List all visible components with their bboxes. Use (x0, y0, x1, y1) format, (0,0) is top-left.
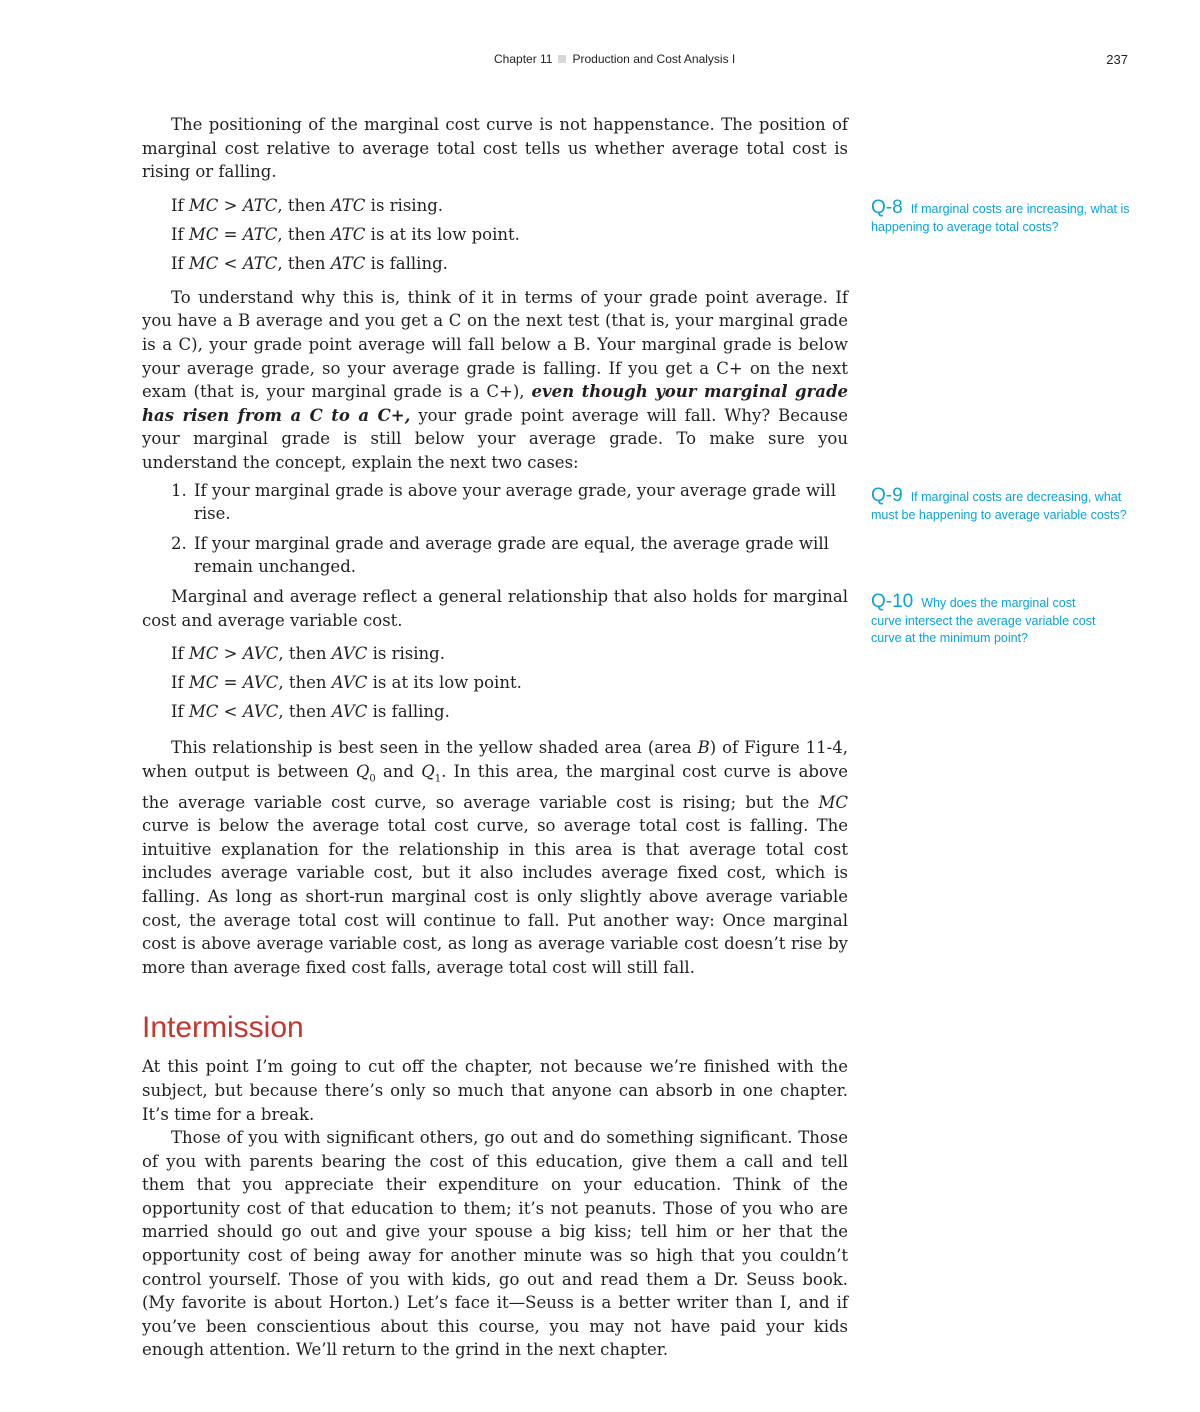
atc-rule-falling: If MC < ATC, then ATC is falling. (171, 253, 448, 273)
separator-square (558, 55, 566, 63)
paragraph-figure-explanation: This relationship is best seen in the yellow shaded area (area B) of Figure 11-4, when output is between $Q_0$ and $Q_1$. In this area, the marginal cost curve is above the average variable cost curve, so average variable cost is rising; but the MC curve is below the average total cost curve, so average total cost is falling. The intuitive explanation for the relationship in this area is that average total cost includes average variable cost, but it also includes average fixed cost, which is falling. As long as short-run marginal cost is only slightly above average variable cost, the average total cost will continue to fall. Put another way: Once marginal cost is above average variable cost, as long as average variable cost doesn’t rise by more than average fixed cost falls, average total cost will still fall. (142, 738, 848, 977)
emphasis-text: even though your marginal grade has risen from a C to a C+, (142, 382, 848, 425)
cases-list (142, 479, 848, 579)
running-head (494, 52, 1134, 66)
chapter-title: Production and Cost Analysis I (572, 52, 736, 66)
avc-rules (142, 639, 848, 726)
main-text-column (142, 113, 848, 1362)
margin-question-q10 (871, 593, 1101, 648)
paragraph-grade-analogy: To understand why this is, think of it in terms of your grade point average. If you have a B average and you get a C on the next test (that is, your marginal grade is a C), your grade point average will fall below a B. Your marginal grade is below your average grade, so your average grade is falling. If you get a C+ on the next exam (that is, your marginal grade is a C+), even though your marginal grade has risen from a C to a C+, your grade point average will fall. Why? Because your marginal grade is still below your average grade. To make sure you understand the concept, explain the next two cases: (142, 287, 848, 472)
question-text: If marginal costs are decreasing, what must be happening to average variable costs? (871, 490, 1127, 522)
section-heading: Intermission (142, 1011, 304, 1045)
chapter-label: Chapter 11 (494, 52, 553, 66)
page-number: 237 (1106, 52, 1128, 67)
paragraph-general-relationship: Marginal and average reflect a general relationship that also holds for marginal cost and average variable cost. (142, 586, 848, 630)
question-text: If marginal costs are increasing, what is happening to average total costs? (871, 202, 1130, 234)
question-text: Why does the marginal cost curve intersect the average variable cost curve at the minimum point? (871, 596, 1096, 645)
margin-question-q9 (871, 487, 1141, 524)
atc-rule-low-point: If MC = ATC, then ATC is at its low point. (171, 224, 520, 244)
atc-rule-rising: If MC > ATC, then ATC is rising. (171, 195, 444, 215)
paragraph-intermission-intro: At this point I’m going to cut off the chapter, not because we’re finished with the subject, but because there’s only so much that anyone can absorb in one chapter. It’s time for a break. (142, 1057, 848, 1124)
paragraph-mc-positioning: The positioning of the marginal cost curve is not happenstance. The position of marginal cost relative to average total cost tells us whether average total cost is rising or falling. (142, 115, 848, 182)
question-number: Q-9 (871, 485, 903, 506)
list-item: 1. If your marginal grade is above your average grade, your average grade will rise. (171, 480, 836, 524)
margin-question-q8 (871, 199, 1141, 236)
question-number: Q-8 (871, 197, 903, 218)
avc-rule-falling: If MC < AVC, then AVC is falling. (171, 702, 450, 722)
paragraph-intermission-body: Those of you with significant others, go out and do something significant. Those of you with parents bearing the cost of this education, give them a call and tell them that you appreciate their expenditure on your education. Think of the opportunity cost of that education to them; it’s not peanuts. Those of you who are married should go out and give your spouse a big kiss; tell him or her that the opportunity cost of being away for another minute was so high that you couldn’t control yourself. Those of you with kids, go out and read them a Dr. Seuss book. (My favorite is about Horton.) Let’s face it—Seuss is a better writer than I, and if you’ve been conscientious about this course, you may not have paid your kids enough attention. We’ll return to the grind in the next chapter. (142, 1128, 848, 1360)
avc-rule-rising: If MC > AVC, then AVC is rising. (171, 644, 445, 664)
list-item: 2. If your marginal grade and average grade are equal, the average grade will remain unchanged. (171, 533, 829, 577)
atc-rules (142, 191, 848, 278)
question-number: Q-10 (871, 591, 914, 612)
avc-rule-low-point: If MC = AVC, then AVC is at its low point. (171, 673, 522, 693)
